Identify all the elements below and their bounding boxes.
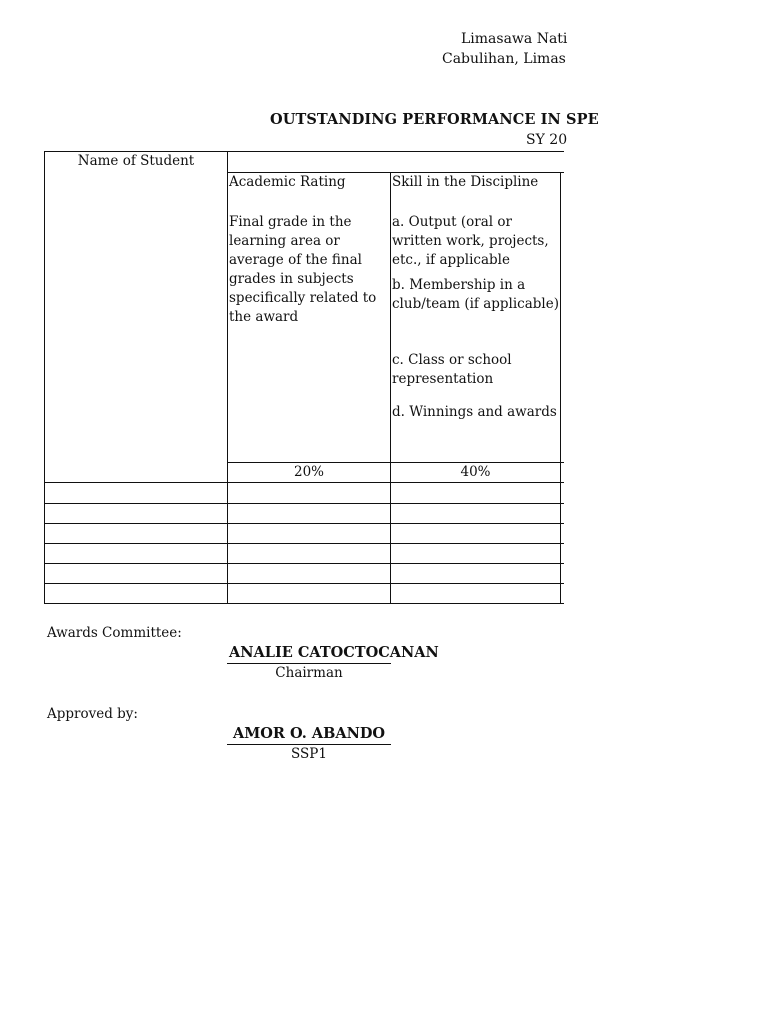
awards-committee-label: Awards Committee: [47, 625, 182, 641]
document-title: OUTSTANDING PERFORMANCE IN SPE [270, 111, 599, 128]
academic-rating-weight: 20% [293, 464, 324, 480]
approver-signature-line [227, 744, 391, 745]
school-year: SY 20 [526, 132, 568, 148]
academic-rating-description: Final grade in the learning area or average of the final grades in subjects specifically related to the award [229, 214, 377, 325]
skill-item-output: a. Output (oral or written work, projects, etc., if applicable [392, 214, 549, 268]
approved-by-label: Approved by: [47, 706, 138, 722]
chairman-title: Chairman [275, 665, 343, 681]
name-of-student-header: Name of Student [77, 153, 195, 169]
school-name: Limasawa Nati [461, 31, 568, 47]
skill-item-membership: b. Membership in a club/team (if applicable) [392, 277, 559, 312]
school-address: Cabulihan, Limas [442, 51, 566, 67]
skill-discipline-weight: 40% [460, 464, 491, 480]
skill-item-winnings: d. Winnings and awards [392, 404, 557, 420]
chairman-signature-line [227, 663, 391, 664]
skill-item-representation: c. Class or school representation [392, 352, 512, 387]
approver-name: AMOR O. ABANDO [232, 725, 386, 742]
chairman-name: ANALIE CATOCTOCANAN [229, 644, 439, 661]
academic-rating-heading: Academic Rating [229, 174, 346, 190]
approver-title: SSP1 [291, 746, 327, 762]
skill-discipline-heading: Skill in the Discipline [392, 174, 539, 190]
